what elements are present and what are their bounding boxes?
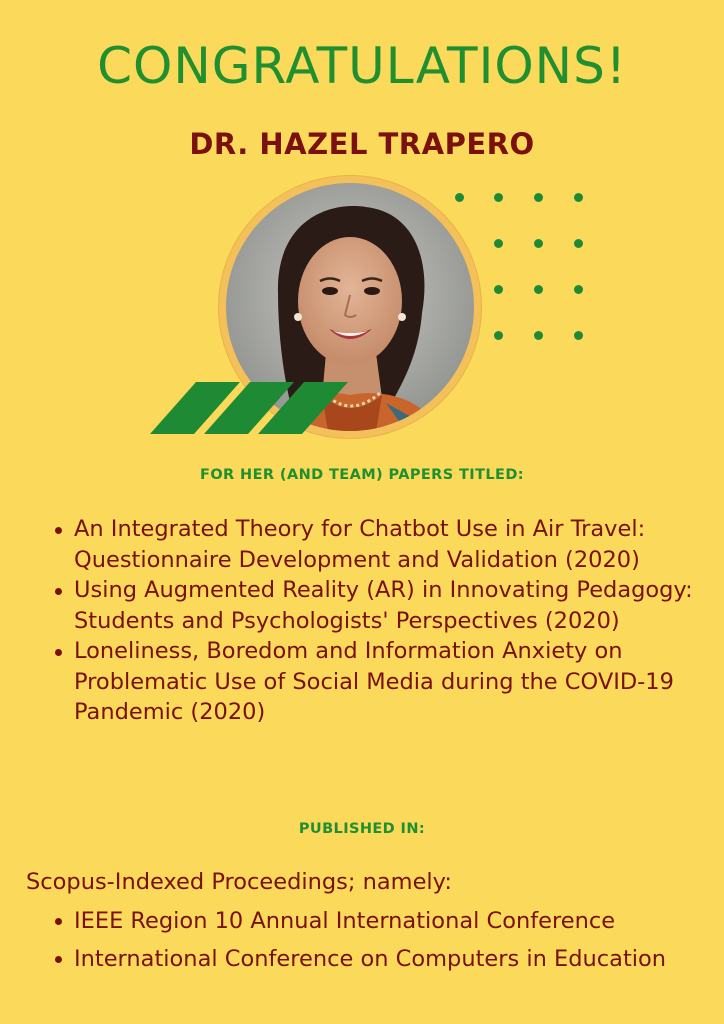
list-item: [52, 575, 712, 636]
venue-list: [52, 902, 712, 978]
honoree-name: DR. HAZEL TRAPERO: [189, 127, 535, 161]
dot-icon: [534, 193, 543, 202]
headline: CONGRATULATIONS!: [97, 37, 627, 95]
venue-name: IEEE Region 10 Annual International Conference: [74, 908, 616, 934]
list-item: [52, 940, 712, 978]
dot-icon: [494, 193, 503, 202]
paper-title: An Integrated Theory for Chatbot Use in Air Travel: Questionnaire Development and Validation (2020): [74, 516, 646, 573]
bullet-icon: [55, 588, 62, 595]
diagonal-stripes-icon: [150, 382, 350, 434]
dot-icon: [534, 331, 543, 340]
dot-icon: [534, 285, 543, 294]
dot-icon: [534, 239, 543, 248]
dot-icon: [574, 285, 583, 294]
dot-icon: [574, 331, 583, 340]
papers-section-label: FOR HER (AND TEAM) PAPERS TITLED:: [200, 467, 524, 483]
list-item: [52, 636, 712, 728]
dot-icon: [574, 239, 583, 248]
dot-icon: [574, 193, 583, 202]
bullet-icon: [55, 918, 62, 925]
paper-list: [52, 514, 712, 728]
list-item: [52, 902, 712, 940]
dot-icon: [494, 285, 503, 294]
published-section-label: PUBLISHED IN:: [298, 821, 426, 837]
paper-title: Loneliness, Boredom and Information Anxiety on Problematic Use of Social Media during the COVID-19 Pandemic (2020): [74, 638, 674, 725]
dot-icon: [455, 193, 464, 202]
list-item: [52, 514, 712, 575]
bullet-icon: [55, 527, 62, 534]
dot-icon: [494, 331, 503, 340]
venue-name: International Conference on Computers in Education: [74, 946, 667, 972]
dot-icon: [494, 239, 503, 248]
venue-intro: Scopus-Indexed Proceedings; namely:: [26, 869, 452, 895]
paper-title: Using Augmented Reality (AR) in Innovating Pedagogy: Students and Psychologists' Perspectives (2020): [74, 577, 693, 634]
bullet-icon: [55, 956, 62, 963]
bullet-icon: [55, 649, 62, 656]
